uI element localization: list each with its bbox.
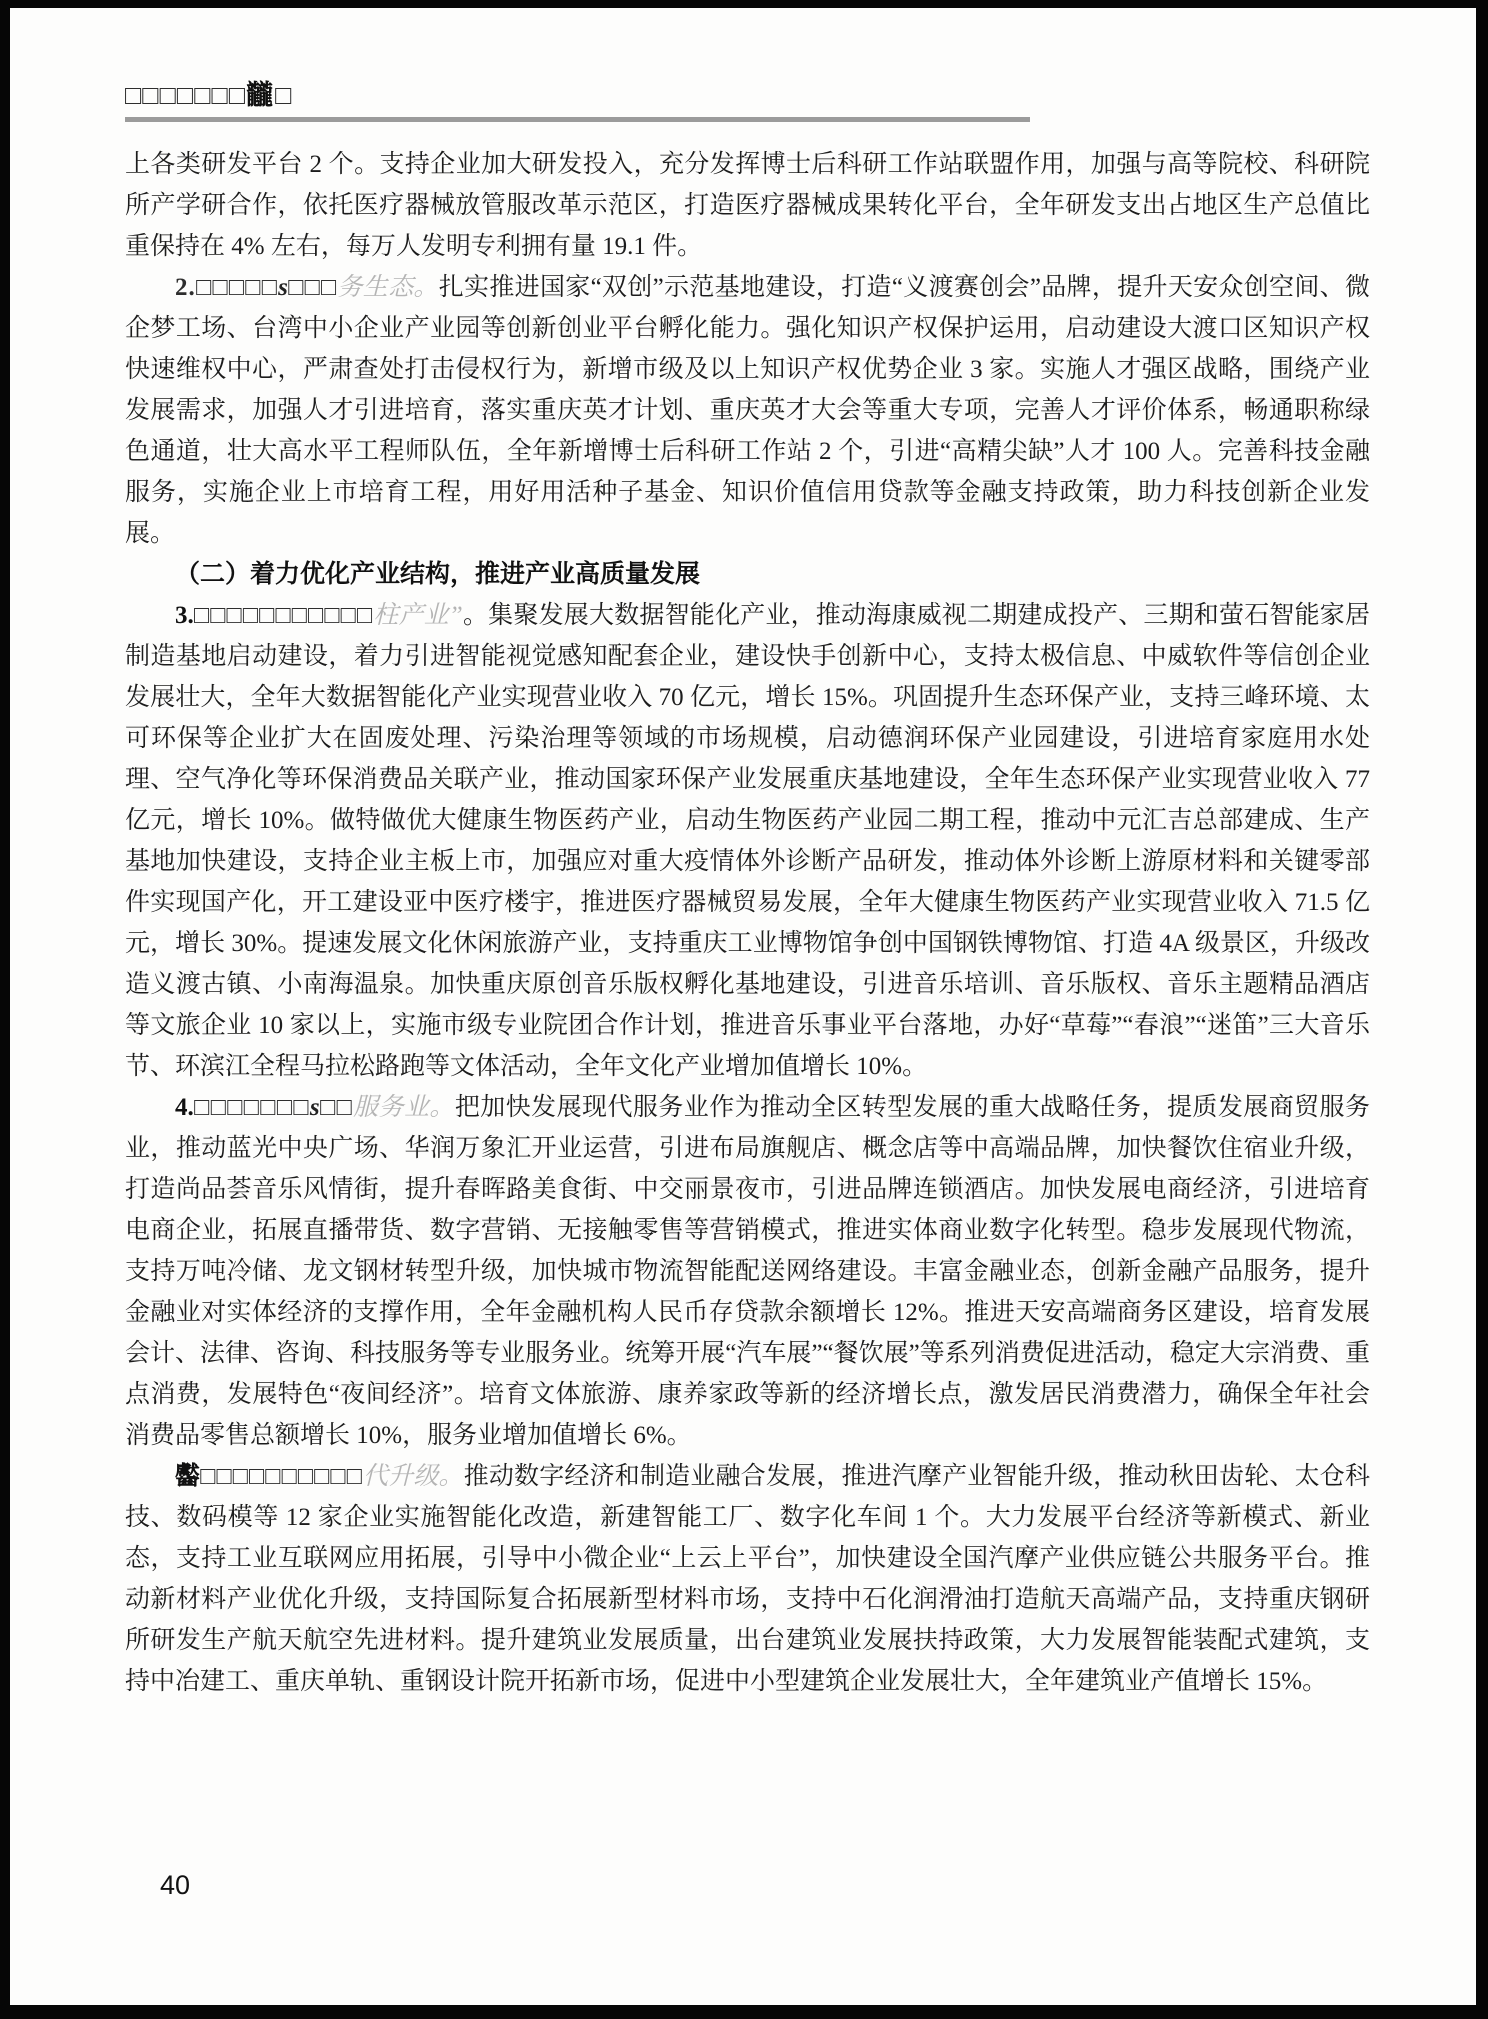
- text-run-boxes: □□: [319, 1094, 354, 1121]
- text-run-dense: 齾: [175, 1463, 201, 1490]
- text-run-ghost: 代升级。: [362, 1463, 464, 1490]
- paragraph-research-platforms: [125, 144, 1370, 267]
- text-run-normal: 上各类研发平台 2 个。支持企业加大研发投入，充分发挥博士后科研工作站联盟作用，加强与高等院校、科研院所产学研合作，依托医疗器械放管服改革示范区，打造医疗器械成果转化平台，全年研发支出占地区生产总值比重保持在 4% 左右，每万人发明专利拥有量 19.1 件。: [125, 151, 1370, 260]
- text-run-boxes: □□□□□□□: [125, 80, 247, 110]
- header-rule: [125, 117, 1030, 122]
- page-number: 40: [160, 1870, 191, 1900]
- text-run-script: s: [309, 1094, 320, 1121]
- text-run-dense: 龖: [246, 80, 276, 110]
- text-run-boxes: □□□: [287, 274, 338, 301]
- text-run-normal: 。集聚发展大数据智能化产业，推动海康威视二期建成投产、三期和萤石智能家居制造基地启动建设，着力引进智能视觉感知配套企业，建设快手创新中心，支持太极信息、中威软件等信创企业发展壮大，全年大数据智能化产业实现营业收入 70 亿元，增长 15%。巩固提升生态环保产业，支持三峰环境、太可环保等企业扩大在固废处理、污染治理等领域的市场规模，启动德润环保产业园建设，引进培育家庭用水处理、空气净化等环保消费品关联产业，推动国家环保产业发展重庆基地建设，全年生态环保产业实现营业收入 77 亿元，增长 10%。做特做优大健康生物医药产业，启动生物医药产业园二期工程，推动中元汇吉总部建成、生产基地加快建设，支持企业主板上市，加强应对重大疫情体外诊断产品研发，推动体外诊断上游原材料和关键零部件实现国产化，开工建设亚中医疗楼宇，推进医疗器械贸易发展，全年大健康生物医药产业实现营业收入 71.5 亿元，增长 30%。提速发展文化休闲旅游产业，支持重庆工业博物馆争创中国钢铁博物馆、打造 4A 级景区，升级改造义渡古镇、小南海温泉。加快重庆原创音乐版权孵化基地建设，引进音乐培训、音乐版权、音乐主题精品酒店等文旅企业 10 家以上，实施市级专业院团合作计划，推进音乐事业平台落地，办好“草莓”“春浪”“迷笛”三大音乐节、环滨江全程马拉松路跑等文体活动，全年文化产业增加值增长 10%。: [125, 602, 1370, 1080]
- text-run-normal: 扎实推进国家“双创”示范基地建设，打造“义渡赛创会”品牌，提升天安众创空间、微企梦工场、台湾中小企业产业园等创新创业平台孵化能力。强化知识产权保护运用，启动建设大渡口区知识产权快速维权中心，严肃查处打击侵权行为，新增市级及以上知识产权优势企业 3 家。实施人才强区战略，围绕产业发展需求，加强人才引进培育，落实重庆英才计划、重庆英才大会等重大专项，完善人才评价体系，畅通职称绿色通道，壮大高水平工程师队伍，全年新增博士后科研工作站 2 个，引进“高精尖缺”人才 100 人。完善科技金融服务，实施企业上市培育工程，用好用活种子基金、知识价值信用贷款等金融支持政策，助力科技创新企业发展。: [125, 274, 1370, 547]
- text-run-boxes: □□□□□□□□□□□: [193, 602, 374, 629]
- paragraph-3-pillar-industries: [125, 595, 1370, 1087]
- text-run-normal: 把加快发展现代服务业作为推动全区转型发展的重大战略任务，提质发展商贸服务业，推动蓝光中央广场、华润万象汇开业运营，引进布局旗舰店、概念店等中高端品牌，加快餐饮住宿业升级，打造尚品荟音乐风情街，提升春晖路美食街、中交丽景夜市，引进品牌连锁酒店。加快发展电商经济，引进培育电商企业，拓展直播带货、数字营销、无接触零售等营销模式，推进实体商业数字化转型。稳步发展现代物流，支持万吨冷储、龙文钢材转型升级，加快城市物流智能配送网络建设。丰富金融业态，创新金融产品服务，提升金融业对实体经济的支撑作用，全年金融机构人民币存贷款余额增长 12%。推进天安高端商务区建设，培育发展会计、法律、咨询、科技服务等专业服务业。统筹开展“汽车展”“餐饮展”等系列消费促进活动，稳定大宗消费、重点消费，发展特色“夜间经济”。培育文体旅游、康养家政等新的经济增长点，激发居民消费潜力，确保全年社会消费品零售总额增长 10%，服务业增加值增长 6%。: [125, 1094, 1370, 1449]
- text-run-bold: 4.: [175, 1094, 194, 1121]
- text-run-boxes: □□□□□□□□□□: [200, 1463, 363, 1490]
- document-page: [10, 8, 1476, 2005]
- text-run-bold: 3.: [175, 602, 194, 629]
- text-run-normal: 推动数字经济和制造业融合发展，推进汽摩产业智能升级，推动秋田齿轮、太仓科技、数码模等 12 家企业实施智能化改造，新建智能工厂、数字化车间 1 个。大力发展平台经济等新模式、新业态，支持工业互联网应用拓展，引导中小微企业“上云上平台”，加快建设全国汽摩产业供应链公共服务平台。推动新材料产业优化升级，支持国际复合拓展新型材料市场，支持中石化润滑油打造航天高端产品，支持重庆钢研所研发生产航天航空先进材料。提升建筑业发展质量，出台建筑业发展扶持政策，大力发展智能装配式建筑，支持中冶建工、重庆单轨、重钢设计院开拓新市场，促进中小型建筑企业发展壮大，全年建筑业产值增长 15%。: [125, 1463, 1370, 1695]
- paragraph-5-industry-upgrade: [125, 1456, 1370, 1702]
- section-heading-2: [125, 554, 1370, 595]
- text-run-bold: （二）着力优化产业结构，推进产业高质量发展: [175, 561, 701, 588]
- text-run-boxes: 2.□□□□□: [175, 274, 279, 301]
- text-run-ghost: 柱产业”: [373, 602, 463, 629]
- text-run-boxes: □: [275, 80, 293, 110]
- header-title: [125, 80, 1368, 110]
- page-header: [125, 80, 1368, 122]
- paragraph-2-innovation-ecosystem: [125, 267, 1370, 554]
- text-run-script: s: [278, 274, 288, 301]
- body-text: [125, 144, 1370, 1702]
- text-run-boxes: □□□□□□□: [193, 1094, 310, 1121]
- paragraph-4-modern-services: [125, 1087, 1370, 1456]
- text-run-ghost: 务生态。: [337, 274, 439, 301]
- text-run-ghost: 服务业。: [353, 1094, 455, 1121]
